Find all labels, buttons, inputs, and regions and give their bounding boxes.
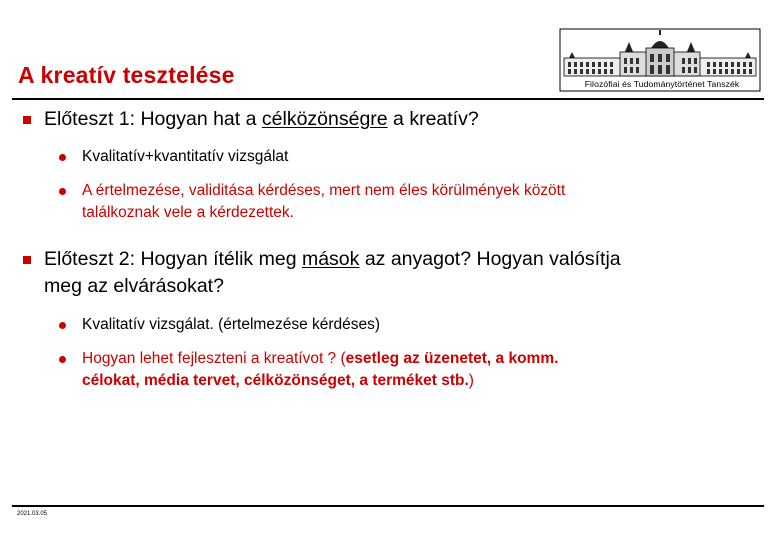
bullet-1-sub-2: A értelmezése, validitása kérdéses, mert nem éles körülmények között találkoznak vele a kérdezettek.	[82, 182, 566, 221]
round-bullet-icon	[59, 154, 66, 161]
bullet-2-text: Előteszt 2: Hogyan ítélik meg mások az anyagot? Hogyan valósítja meg az elvárásokat?	[44, 248, 621, 297]
square-bullet-icon	[23, 116, 31, 124]
square-bullet-icon	[23, 256, 31, 264]
footer-date: 2021.03.05	[17, 511, 48, 517]
round-bullet-icon	[59, 188, 66, 195]
bullet-1-text: Előteszt 1: Hogyan hat a célközönségre a kreatív?	[44, 108, 479, 130]
title-divider	[12, 98, 764, 100]
bullet-2-sub-2: Hogyan lehet fejleszteni a kreatívot ? (esetleg az üzenetet, a komm. célokat, média tervet, célközönséget, a terméket stb.)	[82, 350, 559, 389]
footer-divider	[12, 505, 764, 507]
bullet-2-sub-1: Kvalitatív vizsgálat. (értelmezése kérdéses)	[82, 316, 381, 333]
logo-caption: Filozófiai és Tudománytörténet Tanszék	[584, 79, 740, 89]
slide-title: A kreatív tesztelése	[18, 62, 235, 88]
round-bullet-icon	[59, 322, 66, 329]
round-bullet-icon	[59, 356, 66, 363]
bullet-1-sub-1: Kvalitatív+kvantitatív vizsgálat	[82, 148, 289, 165]
